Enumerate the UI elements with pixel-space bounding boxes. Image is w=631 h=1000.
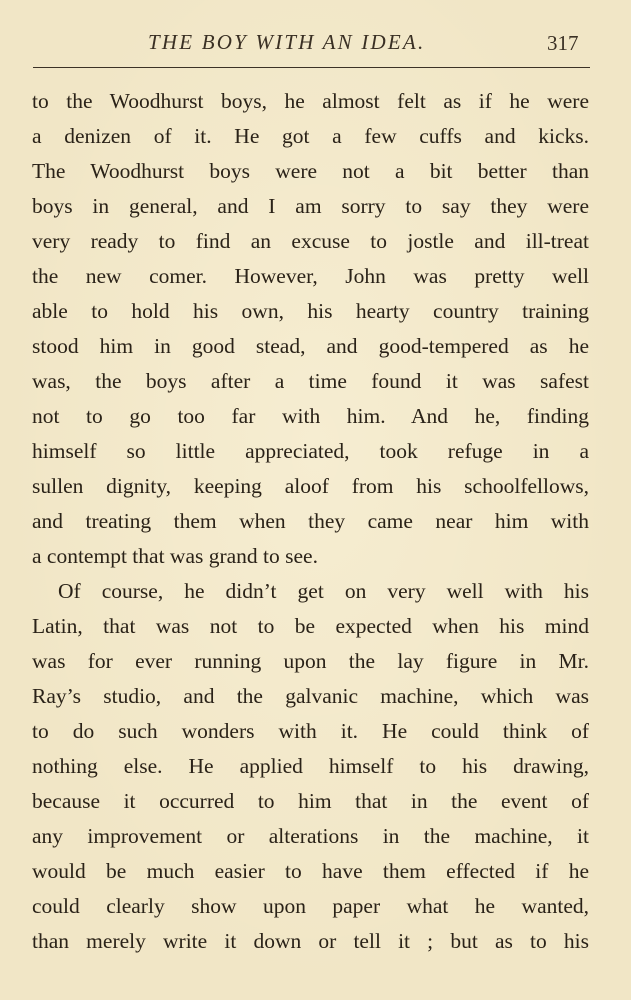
text-line: himself so little appreciated, took refuge in a: [32, 439, 589, 463]
text-line: any improvement or alterations in the machine, it: [32, 824, 589, 848]
text-line: a contempt that was grand to see.: [32, 544, 318, 568]
text-line: boys in general, and I am sorry to say they were: [32, 194, 589, 218]
text-line: a denizen of it. He got a few cuffs and kicks.: [32, 124, 589, 148]
text-line: to do such wonders with it. He could think of: [32, 719, 589, 743]
text-line: and treating them when they came near him with: [32, 509, 589, 533]
page-number: 317: [547, 31, 579, 55]
text-line: Ray’s studio, and the galvanic machine, which was: [32, 684, 589, 708]
text-line: stood him in good stead, and good-tempered as he: [32, 334, 589, 358]
body-text: [32, 84, 589, 959]
text-line: the new comer. However, John was pretty well: [32, 264, 589, 288]
running-title: THE BOY WITH AN IDEA.: [148, 30, 426, 54]
text-line: nothing else. He applied himself to his drawing,: [32, 754, 589, 778]
text-line: not to go too far with him. And he, finding: [32, 404, 589, 428]
text-line: was for ever running upon the lay figure in Mr.: [32, 649, 589, 673]
running-head: [0, 30, 631, 58]
text-line: would be much easier to have them effected if he: [32, 859, 589, 883]
text-line: to the Woodhurst boys, he almost felt as if he were: [32, 89, 589, 113]
text-line: Latin, that was not to be expected when his mind: [32, 614, 589, 638]
header-rule: [33, 67, 590, 68]
text-line: could clearly show upon paper what he wanted,: [32, 894, 589, 918]
text-line: Of course, he didn’t get on very well with his: [58, 579, 589, 603]
text-line: because it occurred to him that in the event of: [32, 789, 589, 813]
text-line: The Woodhurst boys were not a bit better than: [32, 159, 589, 183]
text-line: very ready to find an excuse to jostle and ill-treat: [32, 229, 589, 253]
text-line: sullen dignity, keeping aloof from his schoolfellows,: [32, 474, 589, 498]
text-line: was, the boys after a time found it was safest: [32, 369, 589, 393]
text-line: able to hold his own, his hearty country training: [32, 299, 589, 323]
text-line: than merely write it down or tell it ; but as to his: [32, 929, 589, 953]
